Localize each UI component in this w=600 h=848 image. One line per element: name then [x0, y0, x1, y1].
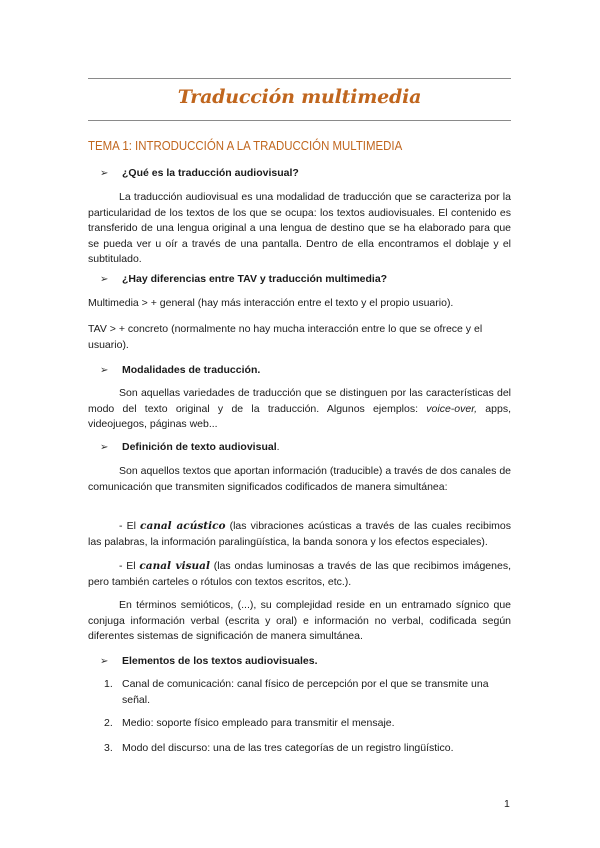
- list-text: Medio: soporte físico empleado para transmitir el mensaje.: [122, 717, 395, 729]
- bullet-heading-elementos: [100, 655, 510, 667]
- paragraph-canal-acustico: [88, 519, 511, 550]
- paragraph-tav-definition: La traducción audiovisual es una modalidad de traducción que se caracteriza por la particularidad de los textos de los que se ocupa: los textos audiovisuales. El contenido es transferido de una lengua original a una lengua de destino que se ha elaborado para que se pueda ver u oír a través de una pantalla. Dentro de ella encontramos el doblaje y el subtitulado.: [88, 191, 511, 265]
- paragraph-canal-visual: [88, 559, 511, 590]
- modalidades-examples: apps, videojuegos, páginas web...: [88, 402, 511, 430]
- line-tav: TAV > + concreto (normalmente no hay mucha interacción entre lo que se ofrece y el usuario).: [88, 323, 483, 351]
- list-item: [104, 716, 511, 732]
- arrow-bullet-icon: ➢: [100, 274, 109, 285]
- heading-text: Elementos de los textos audiovisuales.: [122, 655, 318, 667]
- bullet-heading-definicion: [100, 441, 510, 453]
- heading-text: Modalidades de traducción.: [122, 364, 261, 376]
- canal-visual-text: (las ondas luminosas a través de las que recibimos imágenes, pero también carteles o rótulos con textos escritos, etc.).: [88, 560, 511, 588]
- list-text: Modo del discurso: una de las tres categorías de un registro lingüístico.: [122, 742, 454, 754]
- dash-prefix: - El: [119, 560, 140, 572]
- arrow-bullet-icon: ➢: [100, 168, 109, 179]
- bullet-heading-que-es-tav: [100, 167, 510, 179]
- section-heading: TEMA 1: INTRODUCCIÓN A LA TRADUCCIÓN MULTIMEDIA: [88, 138, 403, 153]
- title-rule: [88, 120, 511, 121]
- bullet-heading-modalidades: [100, 364, 510, 376]
- list-number: 3.: [104, 742, 113, 754]
- voice-over-term: voice-over,: [426, 402, 478, 415]
- paragraph-semiotica: En términos semióticos, (...), su complejidad reside en un entramado sígnico que conjuga información verbal (escrita y oral) e información no verbal, codificada según diferentes sistemas de significación de manera simultánea.: [88, 599, 511, 642]
- page-number: 1: [504, 798, 510, 810]
- paragraph-modalidades: [88, 386, 511, 433]
- paragraph-texto-audiovisual: Son aquellos textos que aportan información (traducible) a través de dos canales de comunicación que transmiten significados codificados de manera simultánea:: [88, 465, 511, 493]
- list-text: Canal de comunicación: canal físico de percepción por el que se transmite una señal.: [122, 678, 489, 706]
- document-title: Traducción multimedia: [177, 86, 422, 108]
- arrow-bullet-icon: ➢: [100, 365, 109, 376]
- list-item: [104, 677, 511, 708]
- canal-visual-term: canal visual: [139, 560, 210, 572]
- heading-text: ¿Hay diferencias entre TAV y traducción multimedia?: [122, 273, 388, 285]
- list-number: 2.: [104, 717, 113, 729]
- top-rule: [88, 78, 511, 79]
- heading-text: ¿Qué es la traducción audiovisual?: [122, 167, 299, 179]
- heading-text: Definición de texto audiovisual: [122, 441, 277, 453]
- heading-period: .: [276, 441, 280, 453]
- modalidades-text: Son aquellas variedades de traducción que se distinguen por las características del modo del texto original y de la traducción. Algunos ejemplos:: [88, 387, 511, 415]
- arrow-bullet-icon: ➢: [100, 442, 109, 453]
- canal-acustico-text: (las vibraciones acústicas a través de las cuales recibimos las palabras, la información paralingüística, la banda sonora y los efectos especiales).: [88, 520, 512, 548]
- arrow-bullet-icon: ➢: [100, 656, 109, 667]
- list-item: [104, 741, 511, 757]
- bullet-heading-diferencias: [100, 273, 510, 285]
- line-multimedia: Multimedia > + general (hay más interacción entre el texto y el propio usuario).: [88, 297, 454, 309]
- list-number: 1.: [104, 678, 113, 690]
- dash-prefix: - El: [119, 520, 141, 532]
- canal-acustico-term: canal acústico: [140, 520, 226, 532]
